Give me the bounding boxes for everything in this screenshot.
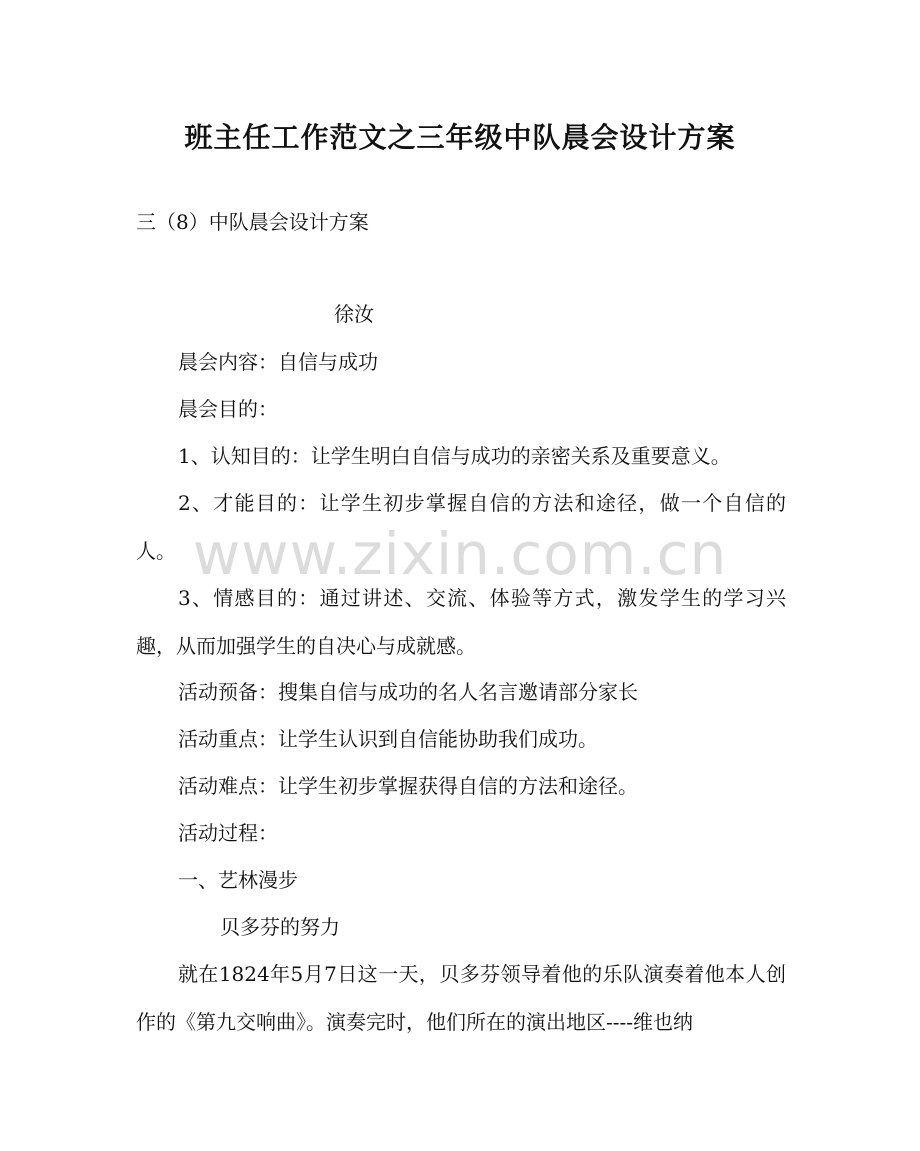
author: 徐汝 [334, 302, 374, 326]
paragraph-difficulty: 活动难点：让学生初步掌握获得自信的方法和途径。 [178, 774, 638, 798]
paragraph-purpose-2: 2、才能目的：让学生初步掌握自信的方法和途径，做一个自信的人。 [136, 491, 786, 563]
subtitle: 三（8）中队晨会设计方案 [136, 210, 369, 234]
paragraph-process-heading: 活动过程： [178, 821, 278, 845]
paragraph-purpose-1: 1、认知目的：让学生明白自信与成功的亲密关系及重要意义。 [178, 444, 731, 468]
document-title: 班主任工作范文之三年级中队晨会设计方案 [184, 121, 736, 154]
watermark: www.zixin.com.cn [192, 520, 728, 588]
paragraph-purpose-heading: 晨会目的： [178, 397, 278, 421]
paragraph-content: 晨会内容：自信与成功 [178, 350, 378, 374]
section-heading-1: 一、艺林漫步 [178, 868, 298, 892]
paragraph-preparation: 活动预备：搜集自信与成功的名人名言邀请部分家长 [178, 680, 638, 704]
story-title: 贝多芬的努力 [220, 915, 340, 939]
paragraph-purpose-3: 3、情感目的：通过讲述、交流、体验等方式，激发学生的学习兴趣，从而加强学生的自决心与成就感。 [136, 586, 786, 658]
paragraph-key-point: 活动重点：让学生认识到自信能协助我们成功。 [178, 727, 598, 751]
story-paragraph: 就在1824年5月7日这一天，贝多芬领导着他的乐队演奏着他本人创作的《第九交响曲》。演奏完时，他们所在的演出地区----维也纳 [136, 962, 786, 1034]
